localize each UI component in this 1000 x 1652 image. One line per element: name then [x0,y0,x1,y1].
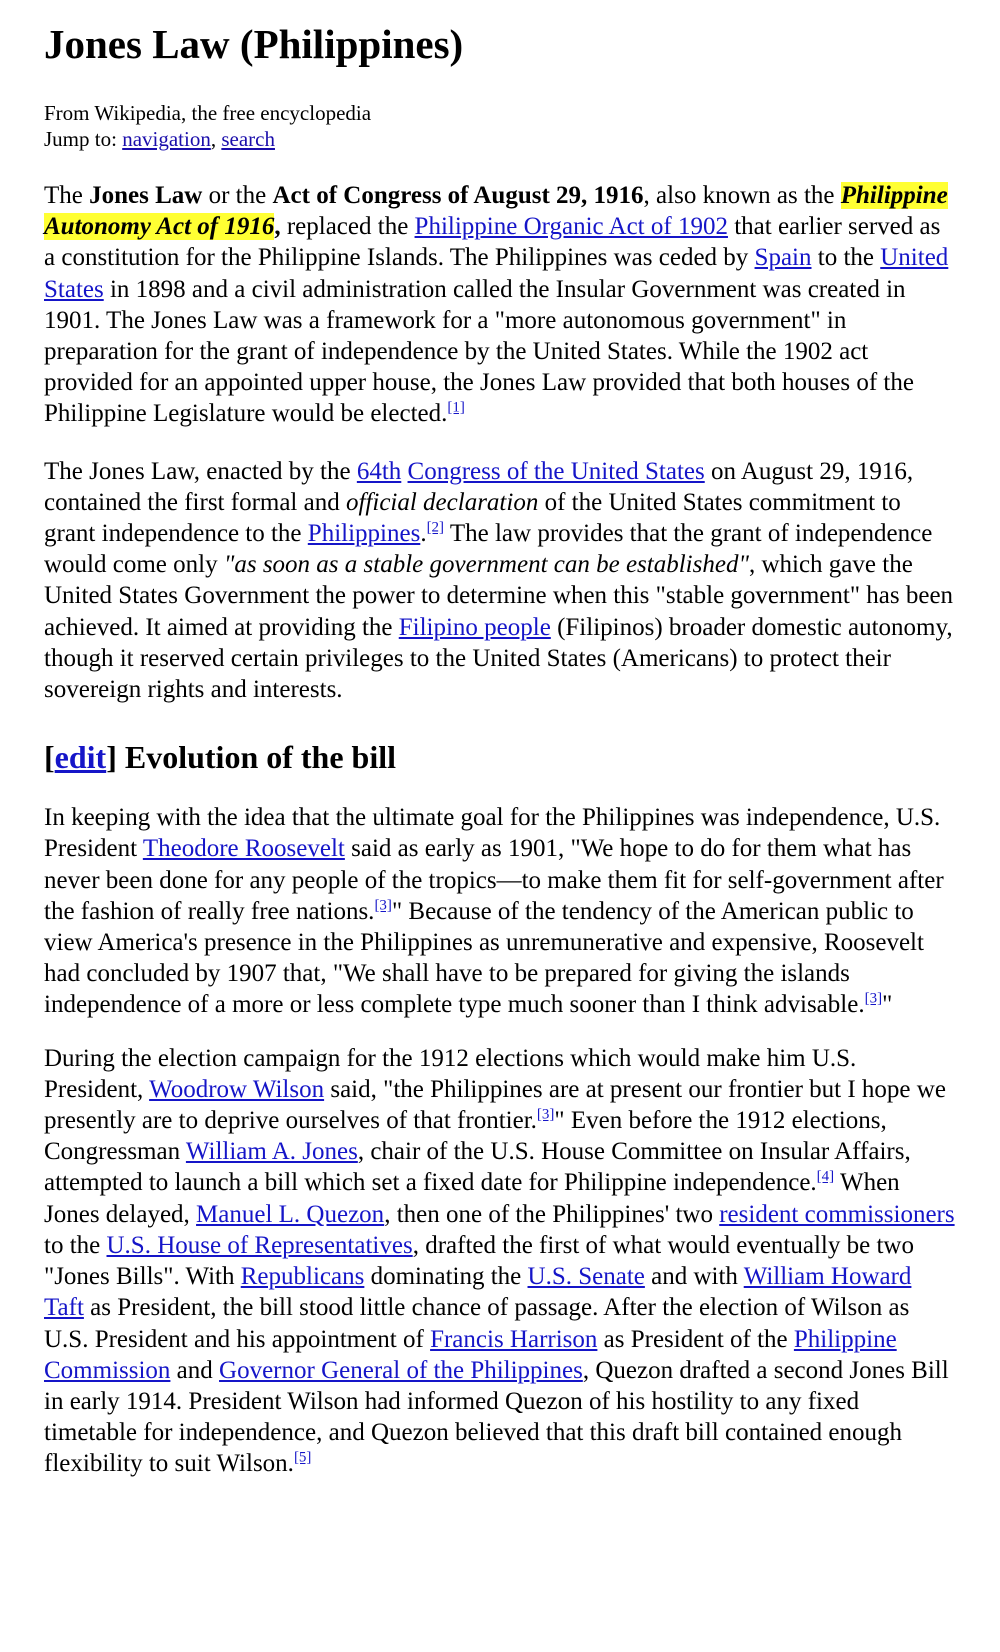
text: , also known as the [643,182,841,209]
jump-links [44,126,956,152]
edit-link[interactable]: edit [54,739,107,776]
link-william-a-jones[interactable]: William A. Jones [185,1138,358,1166]
link-philippines[interactable]: Philippines [307,520,421,548]
citation-1[interactable]: [1] [447,400,465,417]
text: , Quezon drafted a second Jones Bill in early 1914. President Wilson had informed Quezon of his hostility to any fixed timetable for independence, and Quezon believed that this draft bill contained enough flexibility to suit Wilson. [44,1356,949,1478]
text: replaced the [280,213,415,241]
search-link[interactable]: search [221,127,275,151]
link-william-howard-taft[interactable]: William Howard Taft [44,1263,912,1322]
link-theodore-roosevelt[interactable]: Theodore Roosevelt [142,835,345,863]
text: of the United States commitment to grant independence to the [44,488,901,548]
citation-3[interactable]: [3] [536,1106,555,1123]
text: or the [202,182,273,209]
link-us-house[interactable]: U.S. House of Representatives [106,1231,413,1259]
paragraph-wilson [44,1043,956,1480]
text: " Because of the tendency of the American public to view America's presence in the Philippines as unremunerative and expensive, Roosevelt had concluded by 1907 that, "We shall have to be prepared for giving the islands independence of a more or less complete type much sooner than I think advisable. [44,897,924,1019]
jump-prefix: Jump to: [44,127,123,151]
text: The [44,182,90,209]
citation-4[interactable]: [4] [816,1169,835,1186]
text: to the [44,1231,107,1259]
bold-term-act-of-congress: Act of Congress of August 29, 1916 [272,182,644,209]
text: that earlier served as a constitution for the Philippine Islands. The Philippines was ceded by [44,213,941,272]
link-philippine-commission[interactable]: Philippine Commission [44,1325,897,1384]
italic-text: official declaration [345,488,539,516]
link-us-senate[interactable]: U.S. Senate [527,1263,645,1291]
citation-5[interactable]: [5] [293,1449,312,1466]
paragraph-roosevelt [44,802,956,1020]
citation-3[interactable]: [3] [374,897,392,914]
text: and with [644,1263,744,1291]
bracket: ] [106,739,117,776]
paragraph-intro [44,180,956,430]
text: on August 29, 1916, contained the first formal and [44,457,914,516]
text: and [170,1356,220,1384]
text: " Even before the 1912 elections, Congressman [44,1107,887,1166]
text: In keeping with the idea that the ultimate goal for the Philippines was independence, U.S. President [44,804,941,863]
bold-term-jones-law: Jones Law [89,182,203,209]
link-republicans[interactable]: Republicans [240,1263,365,1291]
page-title: Jones Law (Philippines) [44,21,464,67]
link-united-states[interactable]: United States [44,244,949,303]
section-title: Evolution of the bill [116,739,397,776]
text: said, "the Philippines are at present our frontier but I hope we presently are to deprive ourselves of that frontier. [44,1075,946,1135]
bracket: [ [44,739,55,776]
link-governor-general[interactable]: Governor General of the Philippines [219,1356,583,1384]
jump-sep: , [210,127,222,151]
navigation-link[interactable]: navigation [122,127,211,151]
link-congress[interactable]: Congress of the United States [407,457,705,485]
text: When Jones delayed, [44,1169,900,1228]
link-manuel-quezon[interactable]: Manuel L. Quezon [196,1200,385,1228]
text: , chair of the U.S. House Committee on Insular Affairs, attempted to launch a bill which set a fixed date for Philippine independence. [44,1138,911,1197]
text: " [882,991,893,1019]
text: (Filipinos) broader domestic autonomy, though it reserved certain privileges to the United States (Americans) to protect their sovereign rights and interests. [44,613,953,704]
paragraph-enactment [44,456,956,706]
section-heading [44,735,956,779]
text: , drafted the first of what would eventually be two "Jones Bills". With [44,1231,914,1291]
citation-2[interactable]: [2] [426,519,445,536]
link-philippine-organic-act[interactable]: Philippine Organic Act of 1902 [414,213,728,241]
text: , [274,213,281,241]
text: The law provides that the grant of independence would come only [44,520,933,579]
text: in 1898 and a civil administration called the Insular Government was created in 1901. The Jones Law was a framework for a "more autonomous government" in preparation for the grant of independence by the United States. While the 1902 act provided for an appointed upper house, the Jones Law provided that both houses of the Philippine Legislature would be elected. [44,275,914,428]
text: The Jones Law, enacted by the [44,457,357,485]
text: , then one of the Philippines' two [384,1200,720,1228]
italic-quote: "as soon as a stable government can be established" [223,551,749,579]
link-francis-harrison[interactable]: Francis Harrison [430,1325,598,1353]
link-64th[interactable]: 64th [356,457,402,485]
text: . [420,520,427,548]
link-filipino-people[interactable]: Filipino people [398,613,551,641]
site-subtitle: From Wikipedia, the free encyclopedia [44,101,372,125]
link-spain[interactable]: Spain [754,244,812,272]
text: as President of the [597,1325,794,1353]
link-resident-commissioners[interactable]: resident commissioners [719,1200,955,1228]
link-woodrow-wilson[interactable]: Woodrow Wilson [149,1075,325,1103]
citation-3[interactable]: [3] [864,991,883,1008]
text: dominating the [364,1263,528,1291]
highlighted-term: Philippine Autonomy Act of 1916 [44,182,948,241]
text: said as early as 1901, "We hope to do for them what has never been done for any people of the tropics—to make them fit for self-government after the fashion of really free nations. [44,835,944,925]
text: to the [811,244,881,272]
text: , which gave the United States Government the power to determine when this "stable government" has been achieved. It aimed at providing the [44,551,954,641]
text: During the election campaign for the 1912 elections which would make him U.S. President, [44,1044,857,1103]
text: as President, the bill stood little chance of passage. After the election of Wilson as U.S. President and his appointment of [44,1294,910,1353]
